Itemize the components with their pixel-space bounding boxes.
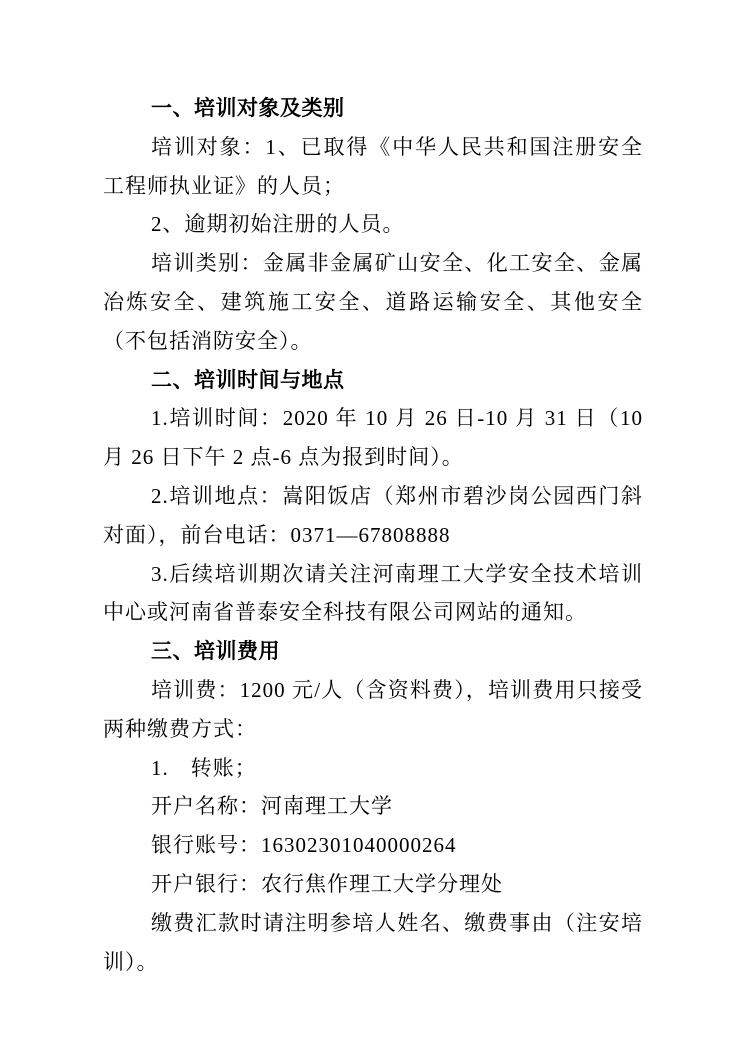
section-heading-training-targets: 一、培训对象及类别 (151, 96, 345, 120)
paragraph-overdue-registration: 2、逾期初始注册的人员。 (151, 212, 405, 237)
paragraph-bank-name: 开户银行：农行焦作理工大学分理处 (151, 871, 503, 896)
section-heading-time-location: 二、培训时间与地点 (151, 367, 345, 392)
paragraph-payment-method-transfer: 1. 转账； (151, 755, 257, 780)
paragraph-remittance-note: 缴费汇款时请注明参培人姓名、缴费事由（注安培训）。 (103, 910, 643, 974)
document-content (103, 89, 643, 981)
paragraph-account-name: 开户名称：河南理工大学 (151, 794, 393, 819)
paragraph-training-location: 2.培训地点：嵩阳饭店（郑州市碧沙岗公园西门斜对面），前台电话：0371—67808888 (103, 483, 643, 547)
section-heading-training-fee: 三、培训费用 (151, 639, 280, 664)
paragraph-training-targets: 培训对象：1、已取得《中华人民共和国注册安全工程师执业证》的人员； (103, 134, 643, 198)
paragraph-account-number: 银行账号：16302301040000264 (151, 833, 457, 858)
paragraph-fee-amount: 培训费：1200 元/人（含资料费），培训费用只接受两种缴费方式： (103, 677, 643, 741)
paragraph-followup-notice: 3.后续培训期次请关注河南理工大学安全技术培训中心或河南省普泰安全科技有限公司网站的通知。 (103, 561, 643, 625)
paragraph-training-categories: 培训类别：金属非金属矿山安全、化工安全、金属冶炼安全、建筑施工安全、道路运输安全、其他安全（不包括消防安全）。 (103, 251, 643, 353)
paragraph-training-time: 1.培训时间：2020 年 10 月 26 日-10 月 31 日（10 月 26 日下午 2 点-6 点为报到时间）。 (103, 406, 643, 470)
